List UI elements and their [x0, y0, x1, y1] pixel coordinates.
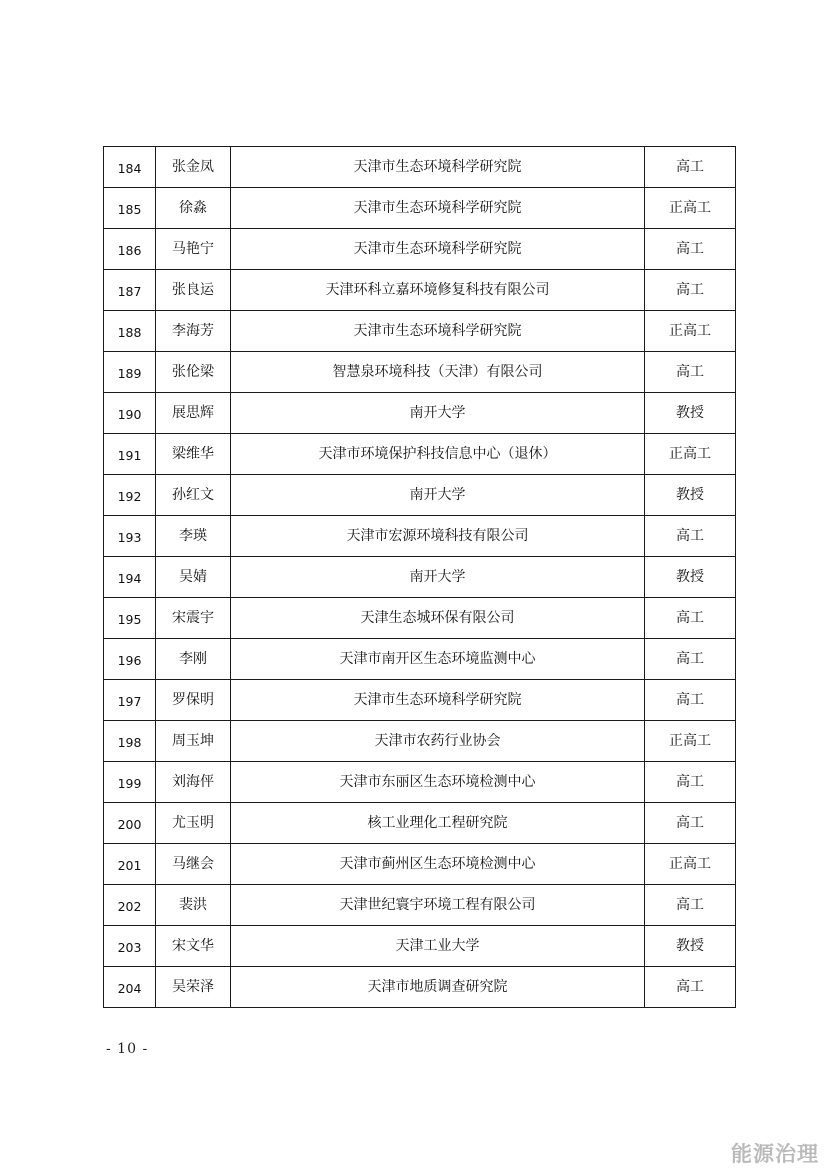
row-number: 189 — [104, 352, 156, 393]
table-row — [104, 844, 736, 885]
organization: 天津市生态环境科学研究院 — [231, 188, 645, 229]
row-number: 196 — [104, 639, 156, 680]
professional-title: 高工 — [645, 639, 736, 680]
expert-name: 马艳宁 — [156, 229, 231, 270]
row-number: 187 — [104, 270, 156, 311]
expert-name: 徐淼 — [156, 188, 231, 229]
organization: 南开大学 — [231, 557, 645, 598]
organization: 天津市生态环境科学研究院 — [231, 147, 645, 188]
expert-name: 李海芳 — [156, 311, 231, 352]
table-row — [104, 721, 736, 762]
expert-table — [103, 146, 736, 1008]
professional-title: 高工 — [645, 762, 736, 803]
row-number: 190 — [104, 393, 156, 434]
row-number: 204 — [104, 967, 156, 1008]
expert-name: 刘海伻 — [156, 762, 231, 803]
table-row — [104, 188, 736, 229]
organization: 天津市宏源环境科技有限公司 — [231, 516, 645, 557]
organization: 天津工业大学 — [231, 926, 645, 967]
row-number: 192 — [104, 475, 156, 516]
expert-name: 张伦梁 — [156, 352, 231, 393]
row-number: 193 — [104, 516, 156, 557]
organization: 天津市地质调查研究院 — [231, 967, 645, 1008]
table-row — [104, 229, 736, 270]
organization: 天津市东丽区生态环境检测中心 — [231, 762, 645, 803]
organization: 南开大学 — [231, 475, 645, 516]
row-number: 195 — [104, 598, 156, 639]
expert-name: 孙红文 — [156, 475, 231, 516]
expert-name: 尤玉明 — [156, 803, 231, 844]
row-number: 186 — [104, 229, 156, 270]
expert-name: 裴洪 — [156, 885, 231, 926]
professional-title: 正高工 — [645, 721, 736, 762]
professional-title: 高工 — [645, 803, 736, 844]
professional-title: 高工 — [645, 885, 736, 926]
table-row — [104, 147, 736, 188]
professional-title: 高工 — [645, 598, 736, 639]
organization: 天津市生态环境科学研究院 — [231, 680, 645, 721]
expert-name: 周玉坤 — [156, 721, 231, 762]
expert-name: 梁维华 — [156, 434, 231, 475]
expert-name: 李瑛 — [156, 516, 231, 557]
expert-name: 马继会 — [156, 844, 231, 885]
organization: 核工业理化工程研究院 — [231, 803, 645, 844]
organization: 天津市环境保护科技信息中心（退休） — [231, 434, 645, 475]
organization: 天津市生态环境科学研究院 — [231, 311, 645, 352]
row-number: 203 — [104, 926, 156, 967]
professional-title: 高工 — [645, 352, 736, 393]
professional-title: 正高工 — [645, 844, 736, 885]
row-number: 200 — [104, 803, 156, 844]
professional-title: 教授 — [645, 393, 736, 434]
page-number: - 10 - — [106, 1041, 149, 1057]
table-row — [104, 680, 736, 721]
organization: 天津环科立嘉环境修复科技有限公司 — [231, 270, 645, 311]
row-number: 188 — [104, 311, 156, 352]
row-number: 194 — [104, 557, 156, 598]
row-number: 199 — [104, 762, 156, 803]
organization: 天津市南开区生态环境监测中心 — [231, 639, 645, 680]
expert-name: 张良运 — [156, 270, 231, 311]
table-row — [104, 311, 736, 352]
professional-title: 高工 — [645, 229, 736, 270]
expert-name: 吴婧 — [156, 557, 231, 598]
professional-title: 高工 — [645, 967, 736, 1008]
row-number: 202 — [104, 885, 156, 926]
professional-title: 高工 — [645, 680, 736, 721]
row-number: 185 — [104, 188, 156, 229]
professional-title: 正高工 — [645, 188, 736, 229]
organization: 南开大学 — [231, 393, 645, 434]
table-row — [104, 967, 736, 1008]
organization: 智慧泉环境科技（天津）有限公司 — [231, 352, 645, 393]
row-number: 184 — [104, 147, 156, 188]
table-row — [104, 926, 736, 967]
table-row — [104, 803, 736, 844]
table-row — [104, 270, 736, 311]
table-row — [104, 475, 736, 516]
organization: 天津市农药行业协会 — [231, 721, 645, 762]
expert-name: 宋文华 — [156, 926, 231, 967]
expert-name: 张金凤 — [156, 147, 231, 188]
table-row — [104, 352, 736, 393]
professional-title: 正高工 — [645, 434, 736, 475]
professional-title: 教授 — [645, 926, 736, 967]
expert-table-body — [104, 147, 736, 1008]
table-row — [104, 516, 736, 557]
professional-title: 教授 — [645, 475, 736, 516]
row-number: 197 — [104, 680, 156, 721]
professional-title: 高工 — [645, 147, 736, 188]
table-row — [104, 762, 736, 803]
table-row — [104, 557, 736, 598]
organization: 天津市生态环境科学研究院 — [231, 229, 645, 270]
professional-title: 高工 — [645, 516, 736, 557]
table-row — [104, 598, 736, 639]
organization: 天津市蓟州区生态环境检测中心 — [231, 844, 645, 885]
row-number: 201 — [104, 844, 156, 885]
table-row — [104, 639, 736, 680]
table-row — [104, 393, 736, 434]
table-row — [104, 434, 736, 475]
expert-name: 罗保明 — [156, 680, 231, 721]
organization: 天津世纪寰宇环境工程有限公司 — [231, 885, 645, 926]
row-number: 191 — [104, 434, 156, 475]
professional-title: 正高工 — [645, 311, 736, 352]
watermark-logo: 能源治理 — [731, 1142, 819, 1166]
expert-name: 展思辉 — [156, 393, 231, 434]
professional-title: 教授 — [645, 557, 736, 598]
expert-name: 李刚 — [156, 639, 231, 680]
expert-name: 宋震宇 — [156, 598, 231, 639]
professional-title: 高工 — [645, 270, 736, 311]
table-row — [104, 885, 736, 926]
expert-name: 吴荣泽 — [156, 967, 231, 1008]
row-number: 198 — [104, 721, 156, 762]
organization: 天津生态城环保有限公司 — [231, 598, 645, 639]
